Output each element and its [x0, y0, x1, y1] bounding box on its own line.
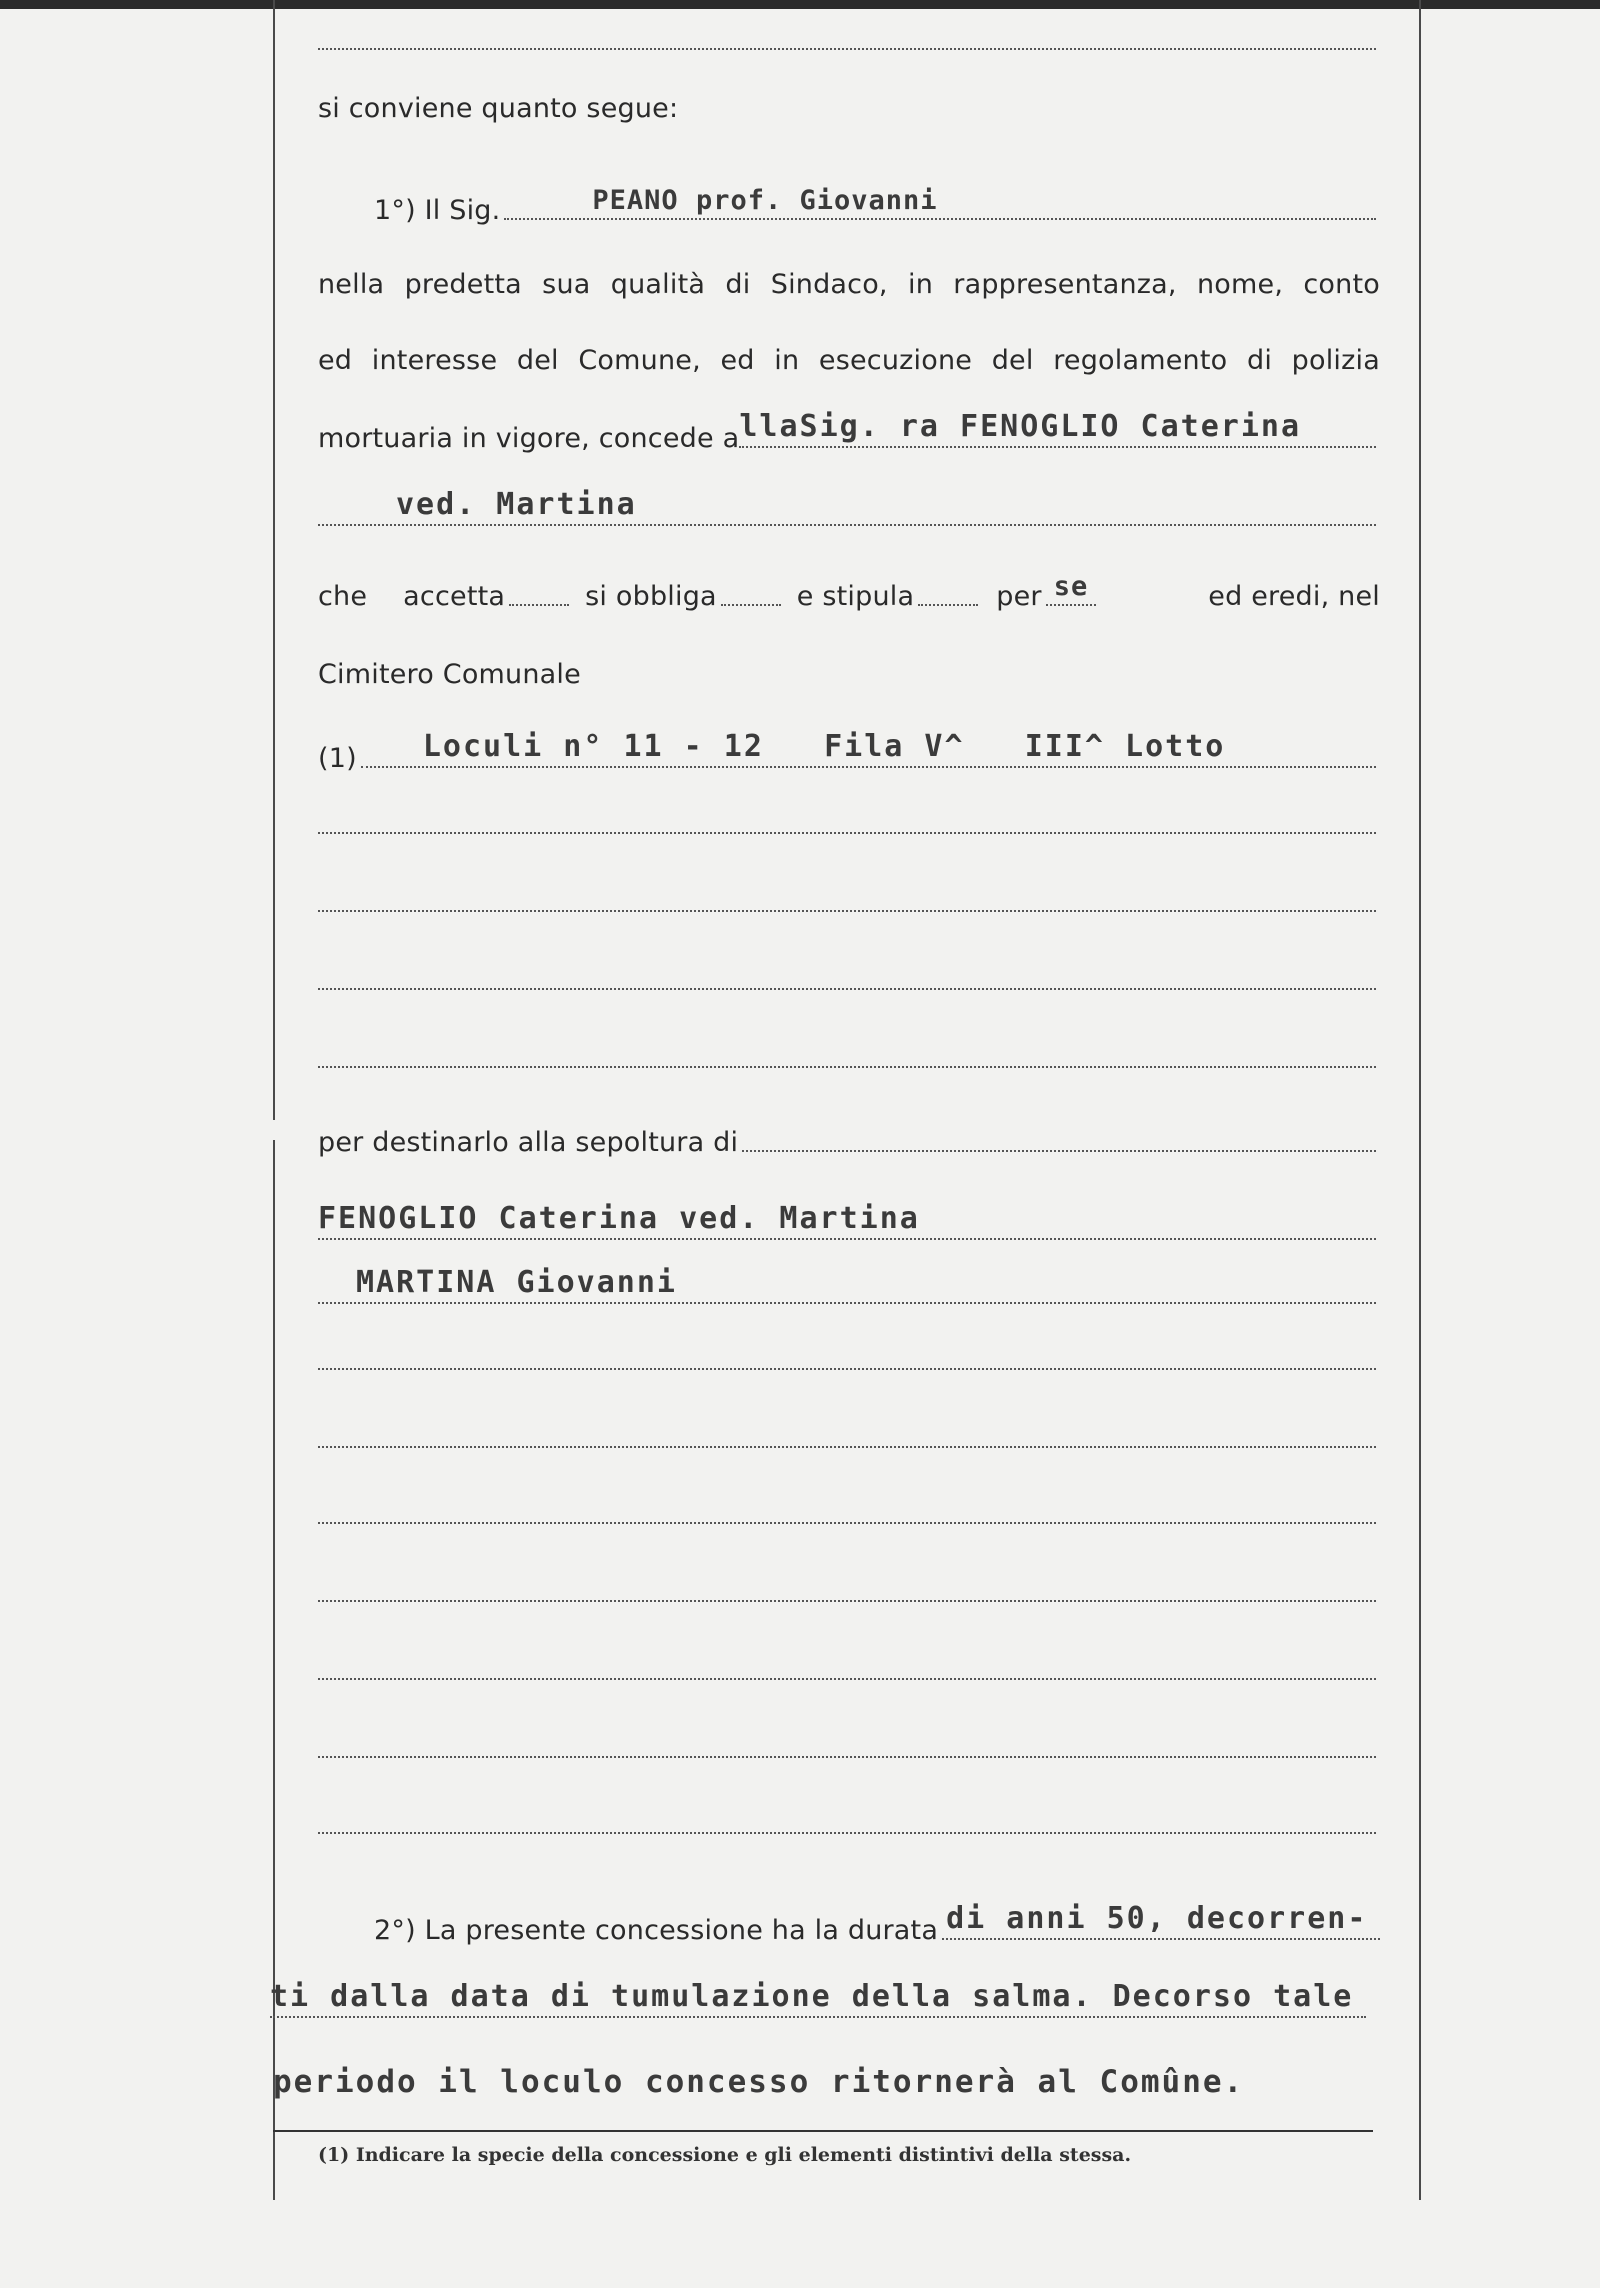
- grantee-typed: llaSig. ra FENOGLIO Caterina: [739, 409, 1302, 444]
- grantee-cont-field: [318, 487, 1376, 526]
- cemetery-text: Cimitero Comunale: [318, 659, 581, 690]
- empty-line: [318, 1744, 1380, 1764]
- footnote-rule: [273, 2130, 1373, 2132]
- word: predetta: [404, 269, 522, 300]
- word: per: [996, 581, 1042, 612]
- word: e stipula: [796, 581, 915, 612]
- mayor-name-typed: PEANO prof. Giovanni: [592, 185, 938, 216]
- blank: [318, 1826, 1376, 1834]
- top-dotted-line: [318, 40, 1380, 56]
- empty-line: [318, 1510, 1380, 1530]
- art1-line5: [318, 487, 1380, 532]
- burial-2-field: [318, 1265, 1376, 1304]
- duration-typed: di anni 50, decorren-: [946, 1901, 1368, 1936]
- word: ed eredi, nel: [1208, 581, 1380, 612]
- art1-line6: [318, 572, 1380, 612]
- empty-line: [318, 976, 1380, 996]
- blank: [509, 598, 569, 606]
- duration-field: [942, 1901, 1380, 1940]
- contract-page: [270, 0, 1380, 2200]
- footnote-ref: (1): [318, 743, 357, 774]
- burial-1-line: [318, 1201, 1380, 1246]
- word: di: [725, 269, 751, 300]
- blank: [721, 598, 781, 606]
- empty-line: [318, 1588, 1380, 1608]
- word: polizia: [1291, 345, 1380, 376]
- word: nella: [318, 269, 385, 300]
- blank: [318, 1750, 1376, 1758]
- blank: [318, 1594, 1376, 1602]
- blank: [318, 1060, 1376, 1068]
- art1-sig-line: [318, 186, 1380, 226]
- blank: [318, 826, 1376, 834]
- art2-cont-field: [270, 1979, 1366, 2018]
- word: Comune,: [578, 345, 701, 376]
- word: qualità: [610, 269, 706, 300]
- per-typed: se: [1053, 571, 1089, 602]
- blank: [318, 1516, 1376, 1524]
- intro-text: si conviene quanto segue:: [318, 93, 679, 124]
- word: regolamento: [1053, 345, 1228, 376]
- word: del: [516, 345, 559, 376]
- word: in: [908, 269, 934, 300]
- empty-line: [318, 898, 1380, 918]
- blank: [318, 982, 1376, 990]
- word: si obbliga: [585, 581, 717, 612]
- art2-line: [318, 1901, 1380, 1946]
- left-margin-line: [273, 0, 275, 1120]
- word: ed: [720, 345, 755, 376]
- mayor-name-field: [504, 184, 1376, 220]
- burial-1-field: [318, 1201, 1376, 1240]
- burial-1-typed: FENOGLIO Caterina ved. Martina: [318, 1201, 920, 1236]
- burial-2-line: [318, 1265, 1380, 1310]
- art1-line4: [318, 409, 1380, 454]
- blank: [318, 1672, 1376, 1680]
- art2-typed-3: periodo il loculo concesso ritornerà al Comûne.: [273, 2064, 1245, 2100]
- right-margin-line: [1419, 0, 1421, 2200]
- empty-line: [318, 1434, 1380, 1454]
- word: nome,: [1196, 269, 1284, 300]
- object-line: [318, 729, 1380, 774]
- burial-line: [318, 1118, 1380, 1158]
- empty-line: [318, 1054, 1380, 1074]
- burial-label: per destinarlo alla sepoltura di: [318, 1127, 739, 1158]
- word: Sindaco,: [770, 269, 888, 300]
- object-typed: Loculi n° 11 - 12 Fila V^ III^ Lotto: [422, 729, 1226, 764]
- cemetery-line: [318, 654, 1380, 690]
- object-field: [361, 729, 1376, 768]
- word: del: [991, 345, 1034, 376]
- blank: [918, 598, 978, 606]
- word: ed: [318, 345, 353, 376]
- blank: [318, 1440, 1376, 1448]
- word: interesse: [371, 345, 498, 376]
- per-field: [1046, 571, 1096, 606]
- word: rappresentanza,: [953, 269, 1177, 300]
- art1-line2: [318, 264, 1380, 300]
- word: accetta: [403, 581, 506, 612]
- footnote-text: (1) Indicare la specie della concessione e gli elementi distintivi della stessa.: [318, 2144, 1132, 2166]
- art2-typed-2: ti dalla data di tumulazione della salma. Decorso tale: [270, 1979, 1354, 2014]
- art2-line2: [270, 1979, 1370, 2024]
- word: che: [318, 581, 368, 612]
- word: in: [774, 345, 800, 376]
- empty-line: [318, 820, 1380, 840]
- empty-line: [318, 1356, 1380, 1376]
- blank: [318, 1362, 1376, 1370]
- blank: [742, 1144, 1376, 1152]
- grantee-cont-typed: ved. Martina: [396, 487, 637, 522]
- grantee-field: [739, 409, 1376, 448]
- word: sua: [542, 269, 591, 300]
- empty-line: [318, 1666, 1380, 1686]
- burial-2-typed: MARTINA Giovanni: [356, 1265, 677, 1300]
- art1-line3: [318, 340, 1380, 376]
- blank: [318, 904, 1376, 912]
- art1-label: 1°) Il Sig.: [374, 195, 501, 226]
- word: esecuzione: [818, 345, 973, 376]
- intro-line: [318, 88, 1380, 124]
- empty-line: [318, 1820, 1380, 1840]
- word: conto: [1303, 269, 1380, 300]
- word: di: [1246, 345, 1273, 376]
- left-margin-line-lower: [273, 1140, 275, 2200]
- line4-text: mortuaria in vigore, concede a: [318, 423, 740, 454]
- art2-text: 2°) La presente concessione ha la durata: [374, 1915, 939, 1946]
